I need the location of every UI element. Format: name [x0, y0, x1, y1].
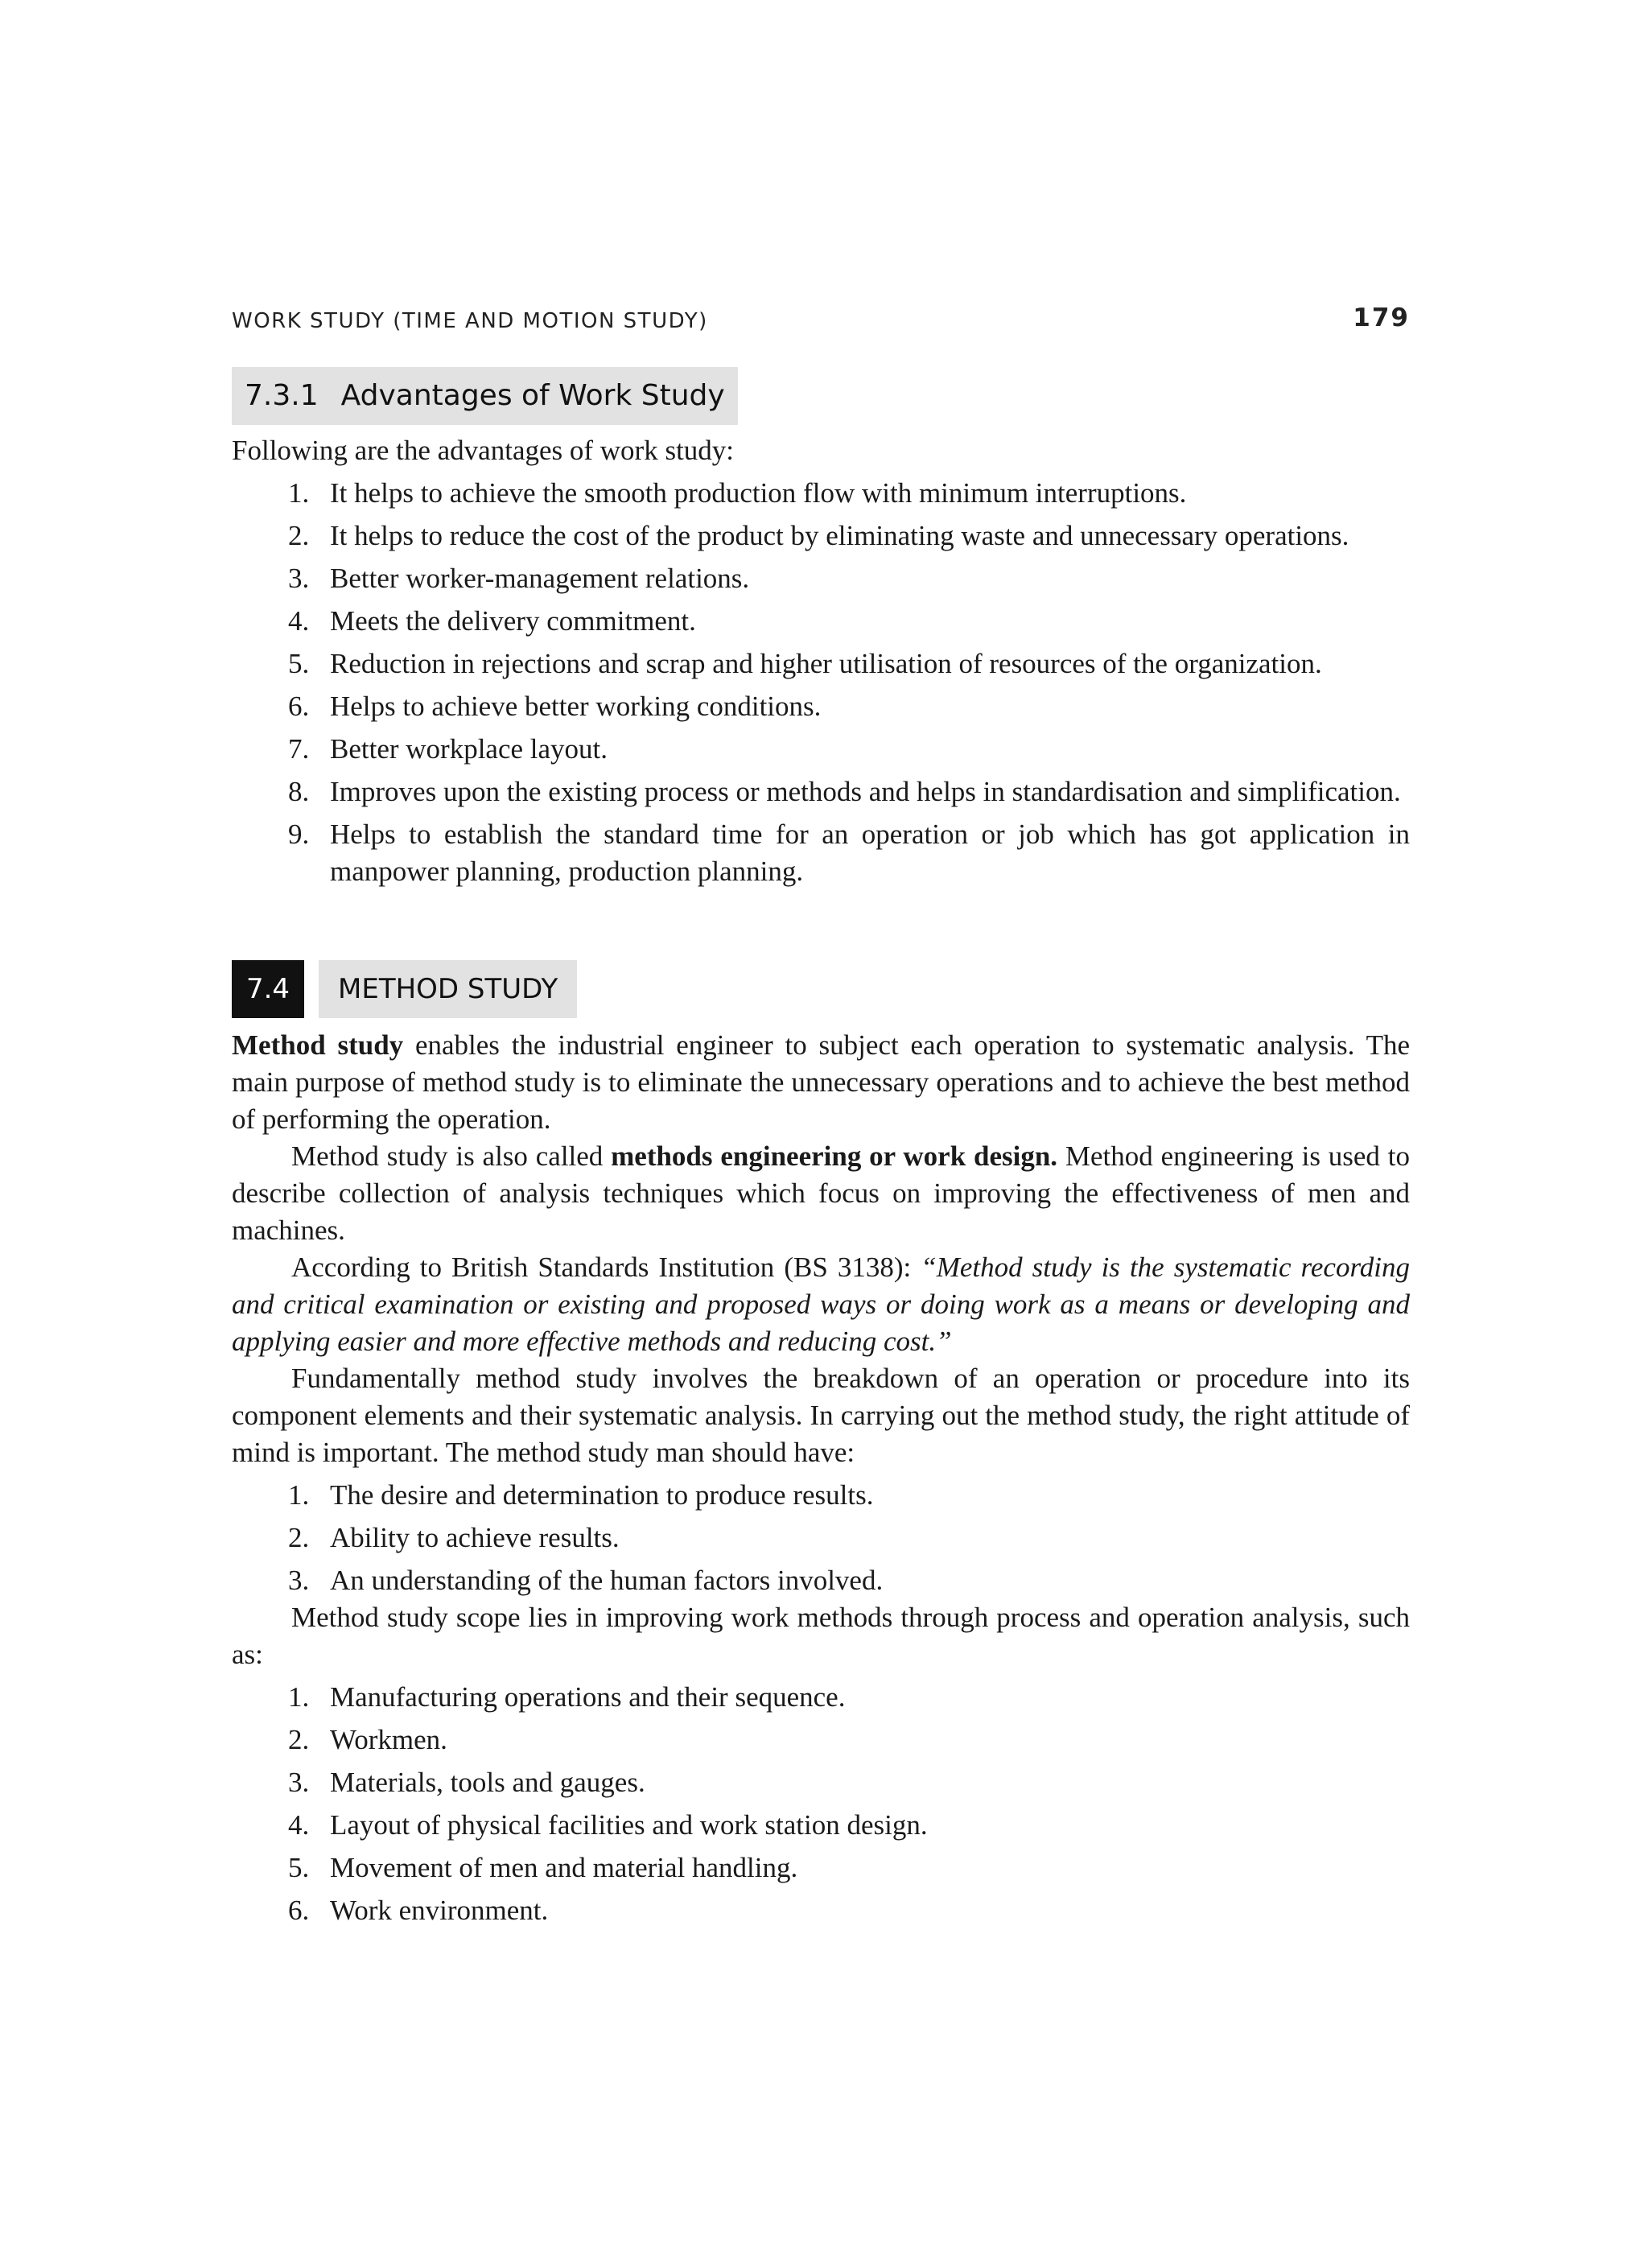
paragraph-1: Method study enables the industrial engineer to subject each operation to systematic analysis. The main purpose of method study is to eliminate the unnecessary operations and to achieve the best method of performing the operation. [232, 1029, 1410, 1135]
list-item: 1. Manufacturing operations and their sequence. [288, 1681, 846, 1713]
list-item: 2. It helps to reduce the cost of the product by eliminating waste and unnecessary operations. [288, 520, 1349, 551]
paragraph-3: According to British Standards Institution (BS 3138): “Method study is the systematic recording and critical examination or existing and proposed ways or doing work as a means or developing and applying easier and more effective methods and reducing cost.” [232, 1252, 1410, 1357]
scope-list [232, 1679, 1410, 1929]
list-item: 1. The desire and determination to produce results. [288, 1479, 874, 1511]
section-number: 7.4 [232, 960, 304, 1018]
subsection-title: Advantages of Work Study [340, 379, 725, 412]
list-item: 8. Improves upon the existing process or methods and helps in standardisation and simplification. [288, 776, 1401, 807]
list-item: 2. Ability to achieve results. [288, 1522, 620, 1553]
list-item: 2. Workmen. [288, 1724, 447, 1755]
advantages-intro: Following are the advantages of work study: [232, 435, 735, 466]
method-study-block [232, 1027, 1410, 1929]
list-item: 9. Helps to establish the standard time for an operation or job which has got application in manpower planning, production planning. [288, 819, 1410, 887]
subsection-heading [232, 367, 738, 425]
qualities-list [232, 1477, 1410, 1599]
page-number: 179 [1353, 303, 1410, 332]
list-item: 7. Better workplace layout. [288, 733, 608, 765]
list-item: 3. An understanding of the human factors involved. [288, 1565, 884, 1596]
running-head-title: WORK STUDY (TIME AND MOTION STUDY) [232, 309, 708, 333]
paragraph-2: Method study is also called methods engineering or work design. Method engineering is used to describe collection of analysis techniques which focus on improving the effectiveness of men and machines. [232, 1140, 1410, 1246]
advantages-block [232, 432, 1410, 890]
advantages-list [232, 475, 1410, 890]
list-item: 6. Helps to achieve better working conditions. [288, 691, 822, 722]
list-item: 1. It helps to achieve the smooth production flow with minimum interruptions. [288, 477, 1187, 509]
list-item: 4. Layout of physical facilities and work station design. [288, 1809, 928, 1841]
list-item: 3. Better worker-management relations. [288, 563, 750, 594]
list-item: 5. Movement of men and material handling. [288, 1852, 798, 1883]
list-item: 5. Reduction in rejections and scrap and higher utilisation of resources of the organization. [288, 648, 1322, 679]
list-item: 6. Work environment. [288, 1895, 549, 1926]
subsection-number: 7.3.1 [245, 379, 319, 412]
section-title: METHOD STUDY [319, 960, 577, 1018]
paragraph-4: Fundamentally method study involves the breakdown of an operation or procedure into its component elements and their systematic analysis. In carrying out the method study, the right attitude of mind is important. The method study man should have: [232, 1363, 1410, 1468]
list-item: 3. Materials, tools and gauges. [288, 1767, 645, 1798]
running-head [232, 299, 1410, 332]
bs-definition-quote: “Method study is the systematic recording and critical examination or existing and proposed ways or doing work as a means or developing and applying easier and more effective methods and reducing cost.” [232, 1252, 1410, 1357]
list-item: 4. Meets the delivery commitment. [288, 605, 696, 637]
paragraph-5: Method study scope lies in improving work methods through process and operation analysis, such as: [232, 1602, 1410, 1670]
